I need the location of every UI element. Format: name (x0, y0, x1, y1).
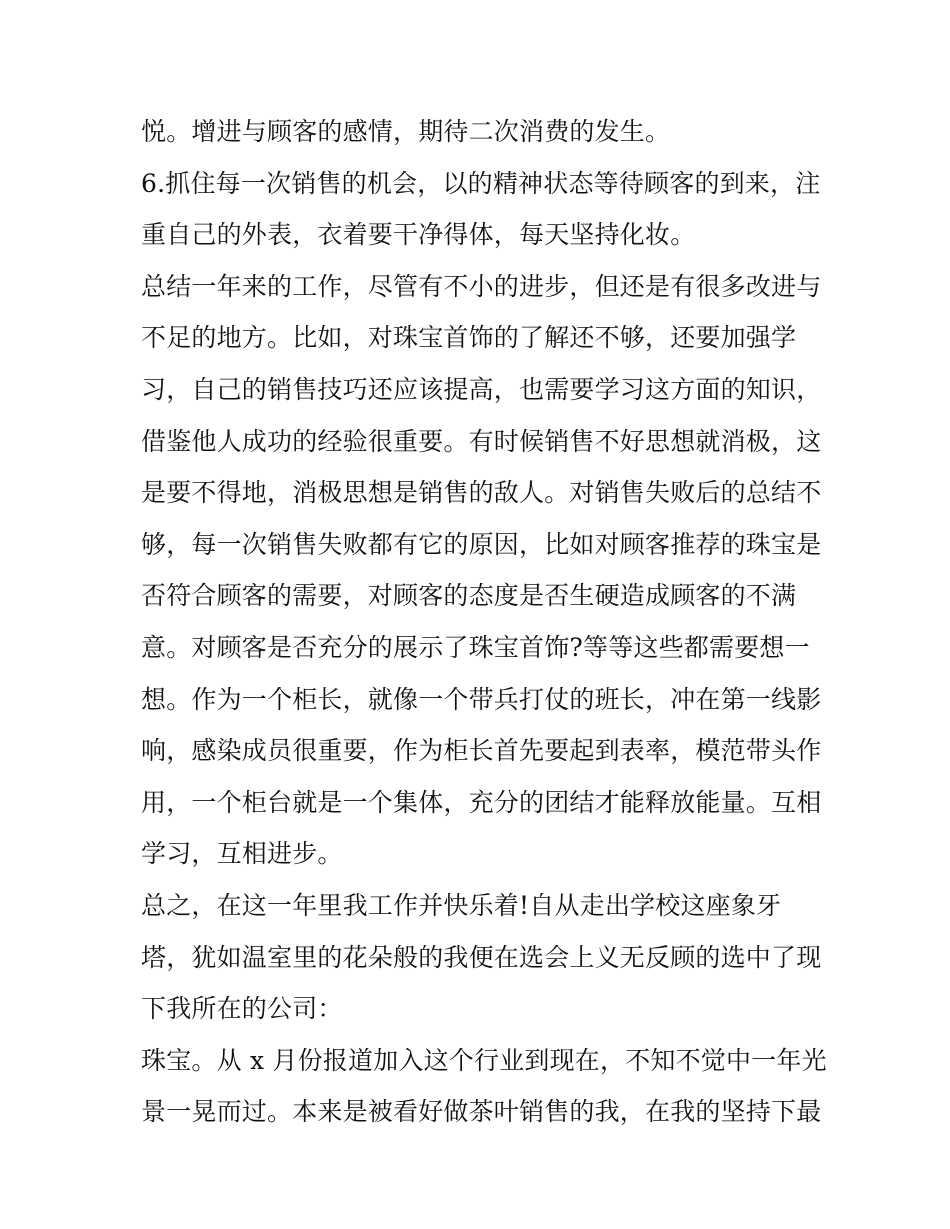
text-line: 够，每一次销售失败都有它的原因，比如对顾客推荐的珠宝是 (141, 529, 822, 559)
text-line: 珠宝。从 x 月份报道加入这个行业到现在，不知不觉中一年光 (141, 1045, 827, 1075)
text-line: 意。对顾客是否充分的展示了珠宝首饰?等等这些都需要想一 (141, 632, 810, 662)
text-line: 总之，在这一年里我工作并快乐着!自从走出学校这座象牙 (141, 890, 782, 920)
document-body (141, 106, 827, 1138)
text-line: 想。作为一个柜长，就像一个带兵打仗的班长，冲在第一线影 (141, 684, 822, 714)
text-line: 是要不得地，消极思想是销售的敌人。对销售失败后的总结不 (141, 478, 822, 508)
text-line: 借鉴他人成功的经验很重要。有时候销售不好思想就消极，这 (141, 426, 822, 456)
text-line: 6.抓住每一次销售的机会，以的精神状态等待顾客的到来，注 (141, 168, 821, 198)
text-line: 用，一个柜台就是一个集体，充分的团结才能释放能量。互相 (141, 787, 822, 817)
text-line: 不足的地方。比如，对珠宝首饰的了解还不够，还要加强学 (141, 323, 797, 353)
text-line: 重自己的外表，衣着要干净得体，每天坚持化妆。 (141, 220, 696, 250)
text-line: 否符合顾客的需要，对顾客的态度是否生硬造成顾客的不满 (141, 581, 797, 611)
text-line: 景一晃而过。本来是被看好做茶叶销售的我，在我的坚持下最 (141, 1097, 822, 1127)
text-line: 总结一年来的工作，尽管有不小的进步，但还是有很多改进与 (141, 271, 822, 301)
text-line: 悦。增进与顾客的感情，期待二次消费的发生。 (141, 117, 671, 146)
text-line: 学习，互相进步。 (141, 839, 343, 869)
text-line: 习，自己的销售技巧还应该提高，也需要学习这方面的知识， (141, 374, 822, 404)
text-line: 响，感染成员很重要，作为柜长首先要起到表率，模范带头作 (141, 736, 822, 766)
text-line: 塔，犹如温室里的花朵般的我便在选会上义无反顾的选中了现 (141, 942, 822, 972)
text-line: 下我所在的公司： (141, 994, 343, 1024)
